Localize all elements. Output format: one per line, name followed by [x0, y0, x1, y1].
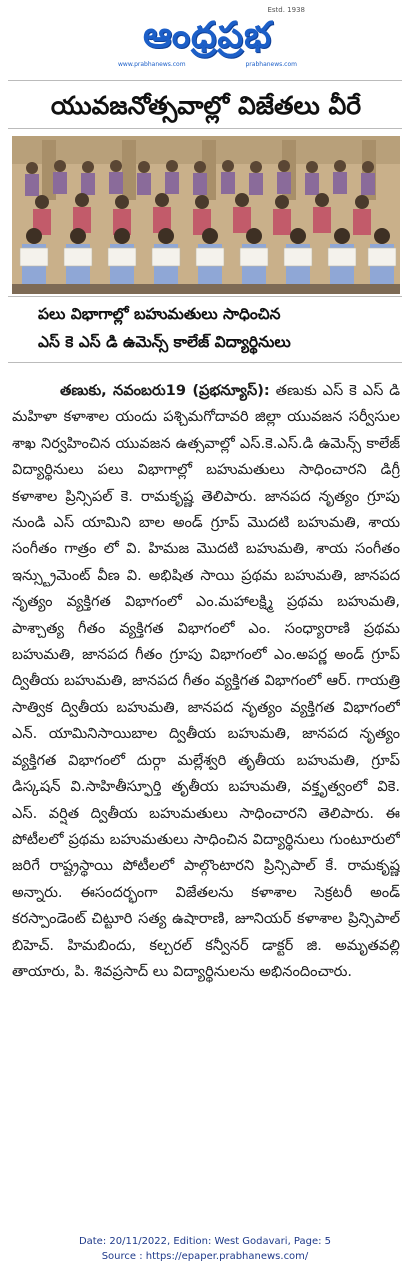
subhead-line-1: పలు విభాగాల్లో బహుమతులు సాధించిన: [38, 305, 281, 323]
source-link[interactable]: Source : https://epaper.prabhanews.com/: [101, 1251, 309, 1262]
andhra-prabha-logo[interactable]: [110, 4, 305, 68]
article-dateline: తణుకు, నవంబరు19 (ప్రభన్యూస్):: [60, 382, 270, 399]
subhead-line-2: ఎస్ కె ఎస్ డి ఉమెన్స్ కాలేజ్ విద్యార్థినులు: [38, 333, 291, 351]
group-photo-illustration: [12, 136, 400, 294]
article-subhead: [38, 300, 378, 356]
logo-url-left: www.prabhanews.com: [118, 61, 186, 68]
article-headline: యువజనోత్సవాల్లో విజేతలు వీరే: [50, 91, 362, 120]
masthead: [0, 0, 410, 82]
article-body-text: తణుకు ఎస్ కె ఎస్ డి మహిళా కళాశాల యందు పశ్చిమగోదావరి జిల్లా యువజన సర్వీసుల శాఖ నిర్వహించిన యువజన ఉత్సవాల్లో ఎస్.కె.ఎస్.డి ఉమెన్స్ కాలేజ్ విద్యార్థినులు పలు విభాగాల్లో బహుమతులు సాధించారని డిగ్రీ కళాశాల ప్రిన్సిపల్ కె. రామకృష్ణ తెలిపారు. జానపద నృత్యం గ్రూపు నుండి ఎస్ యామిని బాల అండ్ గ్రూప్ మొదటి బహుమతి, శాయ సంగీతం గాత్రం లో వి. హిమజ మొదటి బహుమతి, శాయ సంగీతం ఇన్స్ట్రుమెంట్ వీణ వి. అభిషిత సాయి ప్రథమ బహుమతి, జానపద నృత్యం వ్యక్తిగత విభాగంలో ఎం.మహాలక్ష్మి ప్రథమ బహుమతి, పాశ్చాత్య గీతం వ్యక్తిగత విభాగంలో ఎం. సంధ్యారాణి ప్రథమ బహుమతి, జానపద గీతం గ్రూపు విభాగంలో ఎం.అపర్ణ అండ్ గ్రూప్ ద్వితీయ బహుమతి, జానపద గీతం వ్యక్తిగత విభాగంలో ఆర్. గాయత్రి సాత్విక ద్వితీయ బహుమతి, జానపద నృత్యం వ్యక్తిగత విభాగంలో ఎన్. యామినిసాయిబాల ద్వితీయ బహుమతి, జానపద నృత్యం వ్యక్తిగత విభాగంలో దుర్గా మల్లేశ్వరి తృతీయ బహుమతి, గ్రూప్ డిస్కషన్ వి.సాహితీస్ఫూర్తి తృతీయ బహుమతి, వక్తృత్వంలో వికె. ఎస్. వర్షిత ద్వితీయ బహుమతులు సాధించారని తెలిపారు. ఈ పోటీలలో ప్రథమ బహుమతులు సాధించిన విద్యార్థినులు గుంటూరులో జరిగే రాష్ట్రస్థాయి పోటీలలో పాల్గొంటారని ప్రిన్సిపాల్ కే. రామకృష్ణ అన్నారు. ఈసందర్భంగా విజేతలను కళాశాల సెక్రటరీ అండ్ కరస్పాండెంట్ చిట్టూరి సత్య ఉషారాణి, జూనియర్ కళాశాల ప్రిన్సిపాల్ బిహెచ్. హిమబిందు, కల్చరల్ కన్వీనర్ డాక్టర్ జి. అమృతవల్లి తాయారు, పి. శివప్రసాద్ లు విద్యార్థినులను అభినందించారు.: [12, 382, 400, 980]
edition-footer: [0, 1234, 410, 1264]
article-body: [12, 378, 400, 1168]
masthead-divider: [8, 80, 402, 81]
headline-divider: [8, 128, 402, 129]
group-photo: [12, 136, 400, 294]
subhead-divider: [8, 362, 402, 363]
logo-url-right: prabhanews.com: [245, 61, 297, 68]
edition-date-line: Date: 20/11/2022, Edition: West Godavari, Page: 5: [78, 1236, 332, 1247]
photo-divider: [8, 296, 402, 297]
logo-wordmark: ఆంధ్రప్రభ: [143, 15, 272, 56]
logo-established: Estd. 1938: [267, 6, 305, 14]
